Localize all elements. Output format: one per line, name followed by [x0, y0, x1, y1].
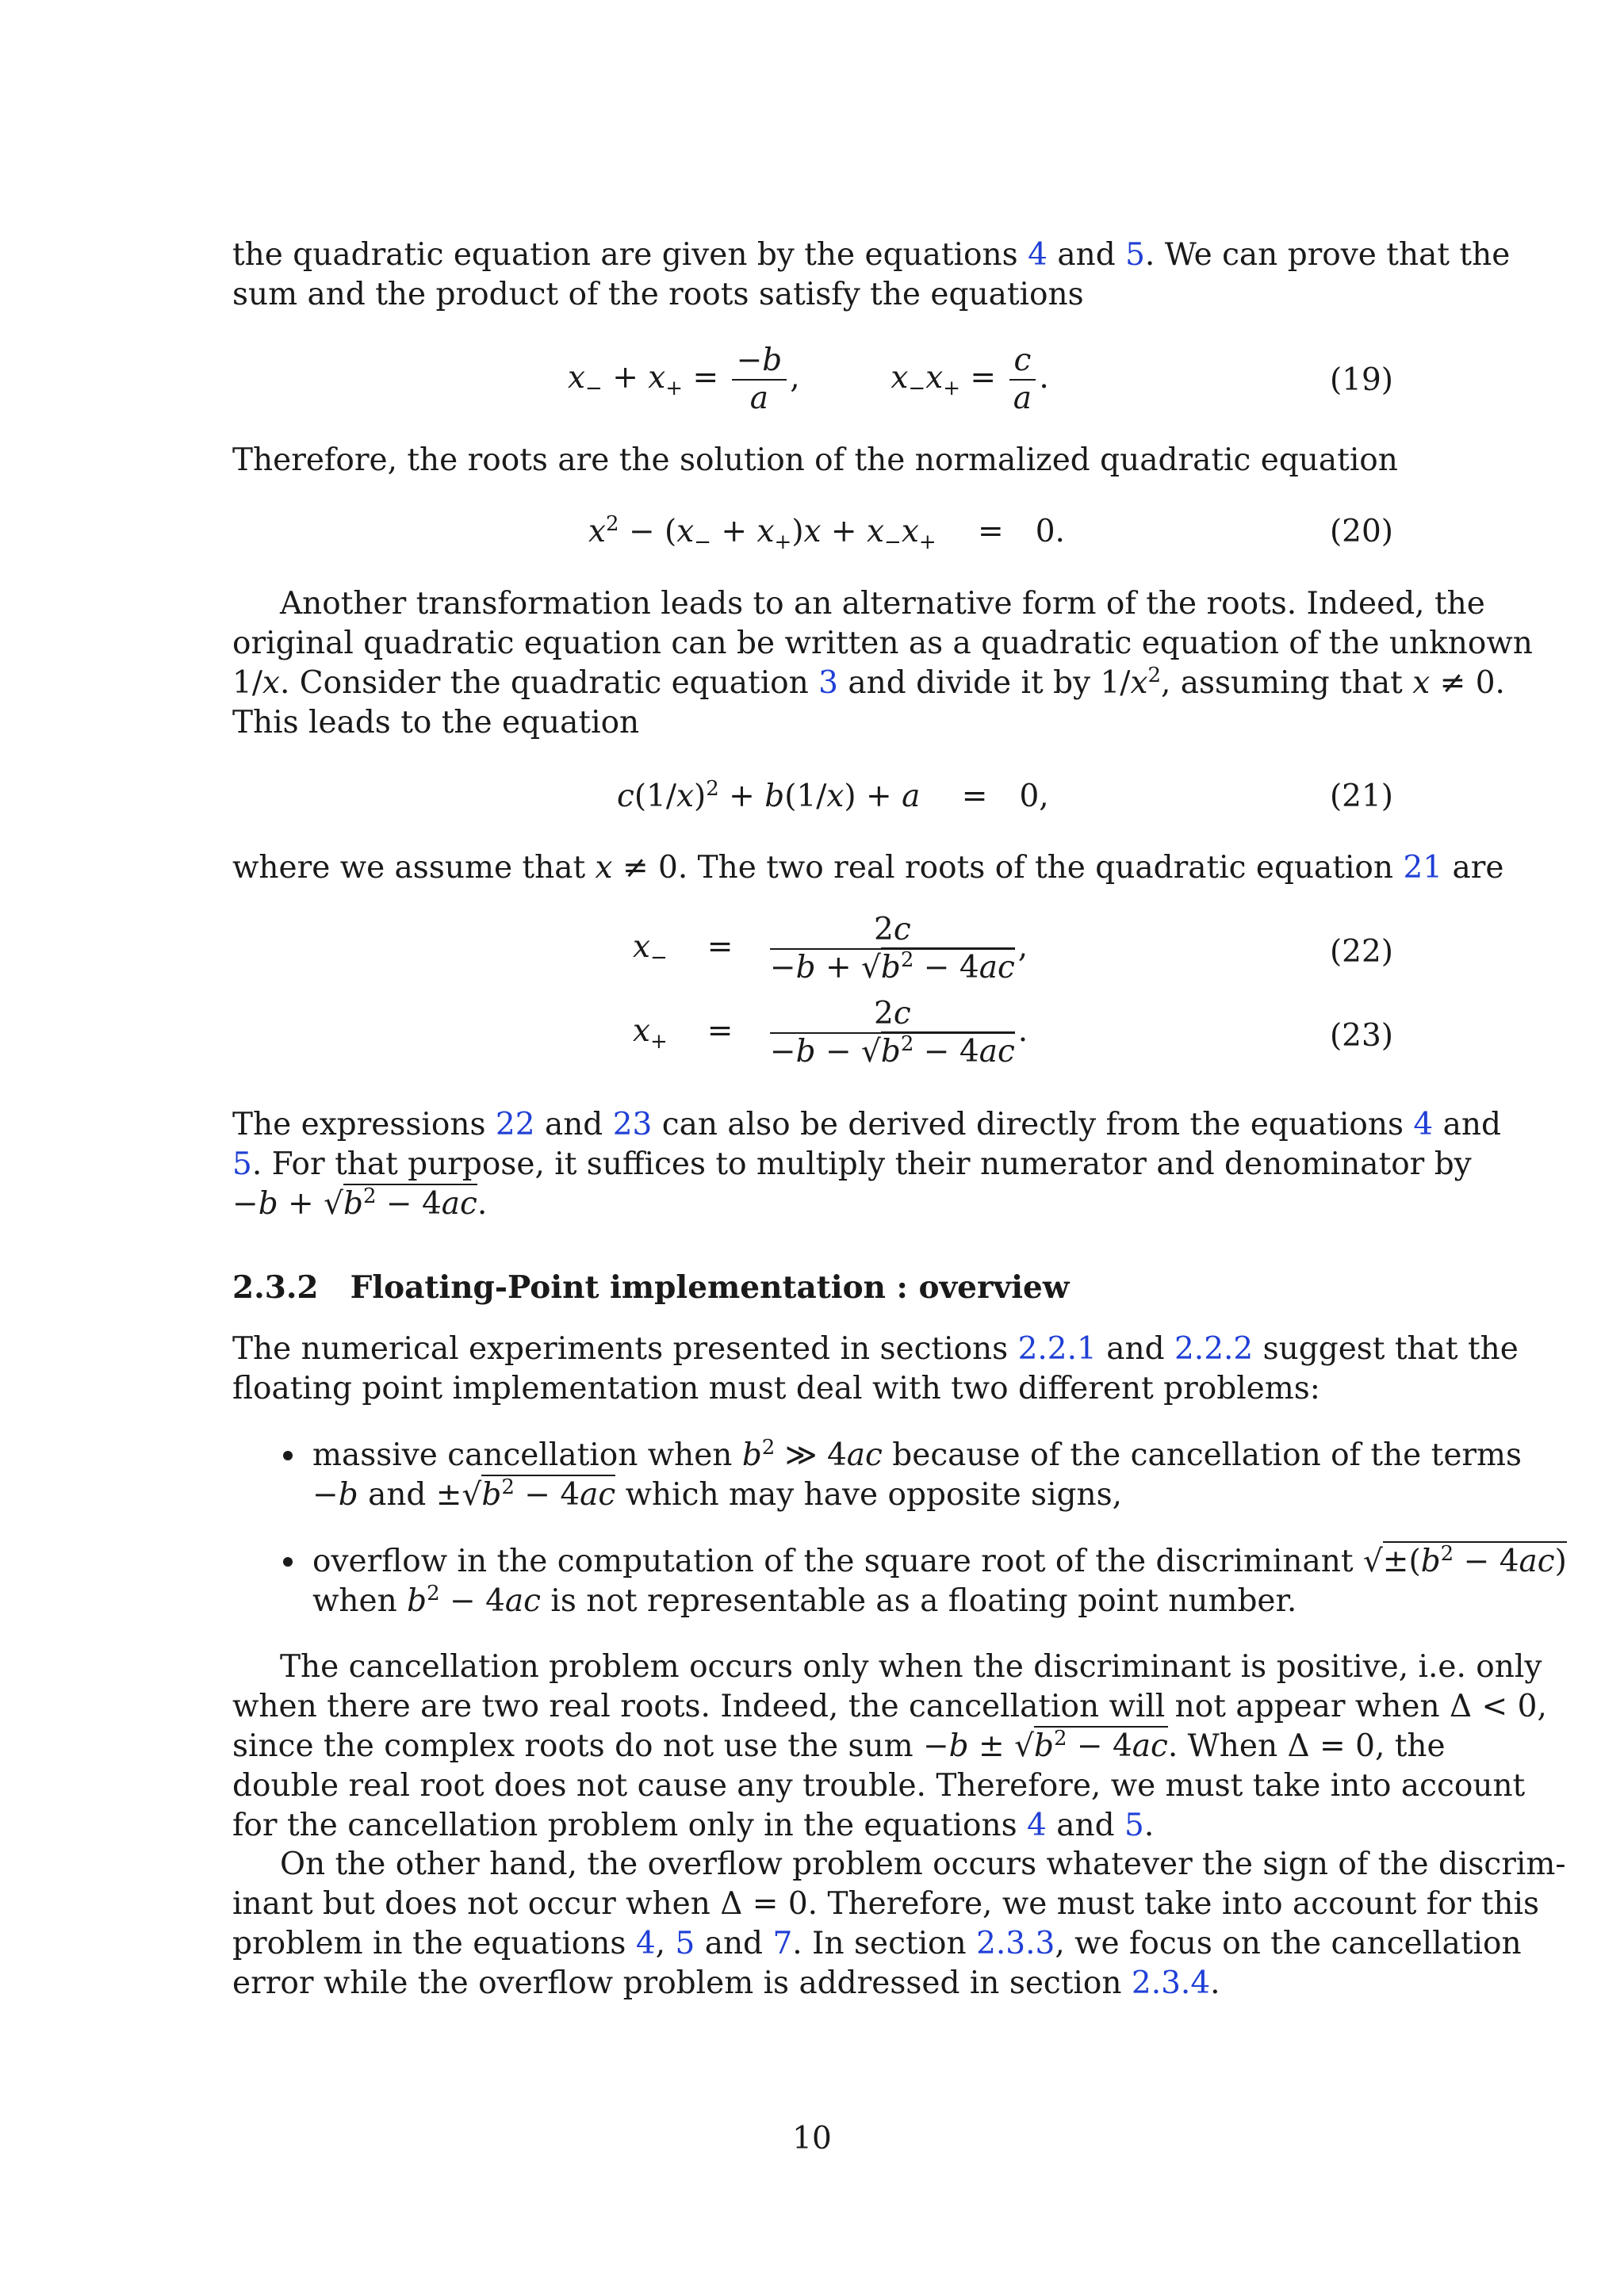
- paragraph: [232, 1330, 1519, 1409]
- text: can also be derived directly from the equations: [661, 1107, 1404, 1142]
- equation-20: $x^2 - (x_- + x_+)x + x_-x_+ = 0$.: [588, 512, 1065, 554]
- bullet-icon: [283, 1557, 293, 1567]
- equation-link[interactable]: 5: [232, 1146, 252, 1182]
- text: when there are two real roots. Indeed, the cancellation will not appear when: [232, 1689, 1440, 1724]
- text: . Consider the quadratic equation: [279, 665, 809, 701]
- section-number: 2.3.2: [232, 1269, 319, 1306]
- paragraph: The cancellation problem occurs only when the discriminant is positive, i.e. only when there are two real roots. Indeed, the cancellation will not appear when Δ < 0, since the complex roots do not use the sum $-b \pm √b^2 - 4ac$. When Δ = 0, the double real root does not cause any trouble. Therefore, we must take into account for the cancellation problem only in the equations 4 and 5.: [232, 1649, 1547, 1843]
- equation-19: $x_- + x_+$ = $\frac{-b}{a}$ , $x_-x_+$ = $\frac{c}{a}$ .: [568, 342, 1049, 416]
- text: The expressions: [232, 1107, 486, 1142]
- text: floating point implementation must deal with two different problems:: [232, 1371, 1320, 1406]
- text: . The two real roots of the quadratic equation: [677, 850, 1394, 886]
- text: . In section: [792, 1926, 967, 1961]
- text: error while the overflow problem is addressed in section: [232, 1965, 1122, 2001]
- text: which may have opposite signs,: [625, 1477, 1123, 1513]
- section-link[interactable]: 2.3.3: [976, 1926, 1055, 1961]
- paragraph-intro: [232, 235, 1511, 315]
- paragraph: Another transformation leads to an alternative form of the roots. Indeed, the original quadratic equation can be written as a quadratic equation of the unknown 1/x. Consider the quadratic equation 3 and divide it by $1/x^2$, assuming that x ≠ 0. This leads to the equation: [232, 584, 1393, 743]
- text: for the cancellation problem only in the equations: [232, 1808, 1017, 1843]
- text: and: [368, 1477, 427, 1513]
- text: and: [1106, 1331, 1165, 1367]
- text: since the complex roots do not use the sum: [232, 1728, 914, 1764]
- section-link[interactable]: 2.3.4: [1131, 1965, 1211, 2001]
- equation-link[interactable]: 23: [612, 1107, 653, 1142]
- text: suggest that the: [1262, 1331, 1519, 1367]
- text: Another transformation leads to an alternative form of the roots. Indeed, the: [280, 586, 1485, 622]
- text: The cancellation problem occurs only when the discriminant is positive, i.e. only: [280, 1649, 1542, 1685]
- text: inant but does not occur when: [232, 1886, 710, 1922]
- bullet-icon: [283, 1451, 293, 1460]
- section-heading: [232, 1268, 1069, 1307]
- equation-link[interactable]: 7: [772, 1926, 793, 1961]
- list-item: massive cancellation when $b^2$ ≫ 4ac because of the cancellation of the terms −b and $\pm√b^2 - 4ac$ which may have opposite signs,: [283, 1436, 1393, 1515]
- equation-link[interactable]: 4: [635, 1926, 656, 1961]
- equation-number: (23): [1329, 1018, 1393, 1054]
- text: Therefore, the roots are the solution of the normalized quadratic equation: [232, 442, 1398, 478]
- section-title: Floating-Point implementation : overview: [350, 1269, 1070, 1306]
- text: are: [1452, 850, 1504, 886]
- text: , we focus on the cancellation: [1055, 1926, 1522, 1961]
- text: problem in the equations: [232, 1926, 626, 1961]
- equation-22: $x_-$ = $\frac{2c}{-b + √b^2 - 4ac}$ ,: [633, 912, 1028, 985]
- paragraph: On the other hand, the overflow problem occurs whatever the sign of the discrim- inant but does not occur when Δ = 0. Therefore, we must take into account for this problem in the equations 4, 5 and 7. In section 2.3.3, we focus on the cancellation error while the overflow problem is addressed in section 2.3.4.: [232, 1846, 1566, 2001]
- text: is not representable as a floating point number.: [550, 1583, 1297, 1619]
- text: original quadratic equation can be written as a quadratic equation of the unknown: [232, 626, 1533, 661]
- equation-link[interactable]: 5: [1124, 1808, 1144, 1843]
- section-link[interactable]: 2.2.2: [1174, 1331, 1254, 1367]
- equation-number: (20): [1329, 514, 1393, 549]
- text: , assuming that: [1160, 665, 1403, 701]
- equation-link[interactable]: 22: [495, 1107, 535, 1142]
- equation-link[interactable]: 4: [1413, 1107, 1434, 1142]
- text: where we assume that: [232, 850, 586, 886]
- text: . When: [1167, 1728, 1278, 1764]
- equation-21: $c(1/x)^2 + b(1/x) + a = 0$,: [617, 777, 1049, 814]
- text: the quadratic equation are given by the equations: [232, 237, 1018, 273]
- text: and: [1057, 237, 1116, 273]
- equation-link[interactable]: 4: [1027, 1808, 1047, 1843]
- text: overflow in the computation of the square root of the discriminant: [312, 1544, 1354, 1579]
- text: because of the cancellation of the terms: [892, 1437, 1522, 1473]
- text: and: [544, 1107, 603, 1142]
- text: when: [312, 1583, 397, 1619]
- equation-link[interactable]: 4: [1028, 237, 1048, 273]
- text: and: [1056, 1808, 1115, 1843]
- text: The numerical experiments presented in sections: [232, 1331, 1009, 1367]
- list-item: overflow in the computation of the square root of the discriminant $√\pm(b^2 - 4ac)$ when $b^2 - 4ac$ is not representable as a floating point number.: [283, 1542, 1393, 1621]
- text: sum and the product of the roots satisfy the equations: [232, 277, 1084, 312]
- equation-23: $x_+$ = $\frac{2c}{-b - √b^2 - 4ac}$ .: [633, 996, 1028, 1070]
- equation-number: (19): [1329, 362, 1393, 398]
- equation-number: (22): [1329, 934, 1393, 970]
- text: . We can prove that the: [1144, 237, 1511, 273]
- equation-link[interactable]: 5: [675, 1926, 695, 1961]
- paragraph: where we assume that x ≠ 0. The two real roots of the quadratic equation 21 are: [232, 850, 1504, 886]
- text: massive cancellation when: [312, 1437, 733, 1473]
- page-number: 10: [792, 2121, 832, 2156]
- section-link[interactable]: 2.2.1: [1017, 1331, 1097, 1367]
- text: and: [1442, 1107, 1501, 1142]
- paragraph: The expressions 22 and 23 can also be derived directly from the equations 4 and 5. For that purpose, it suffices to multiply their numerator and denominator by $-b + √b^2 - 4ac$.: [232, 1107, 1501, 1222]
- equation-link[interactable]: 3: [818, 665, 838, 701]
- equation-link[interactable]: 21: [1403, 850, 1443, 886]
- text: . Therefore, we must take into account for this: [807, 1886, 1539, 1922]
- text: and divide it by: [848, 665, 1091, 701]
- equation-link[interactable]: 5: [1125, 237, 1145, 273]
- text: double real root does not cause any trouble. Therefore, we must take into account: [232, 1768, 1526, 1804]
- text: On the other hand, the overflow problem occurs whatever the sign of the discrim-: [280, 1846, 1566, 1882]
- paragraph: [232, 441, 1398, 480]
- text: This leads to the equation: [232, 705, 640, 740]
- text: . For that purpose, it suffices to multiply their numerator and denominator by: [251, 1146, 1472, 1182]
- equation-number: (21): [1329, 779, 1393, 814]
- text: and: [704, 1926, 764, 1961]
- text: , the: [1374, 1728, 1446, 1764]
